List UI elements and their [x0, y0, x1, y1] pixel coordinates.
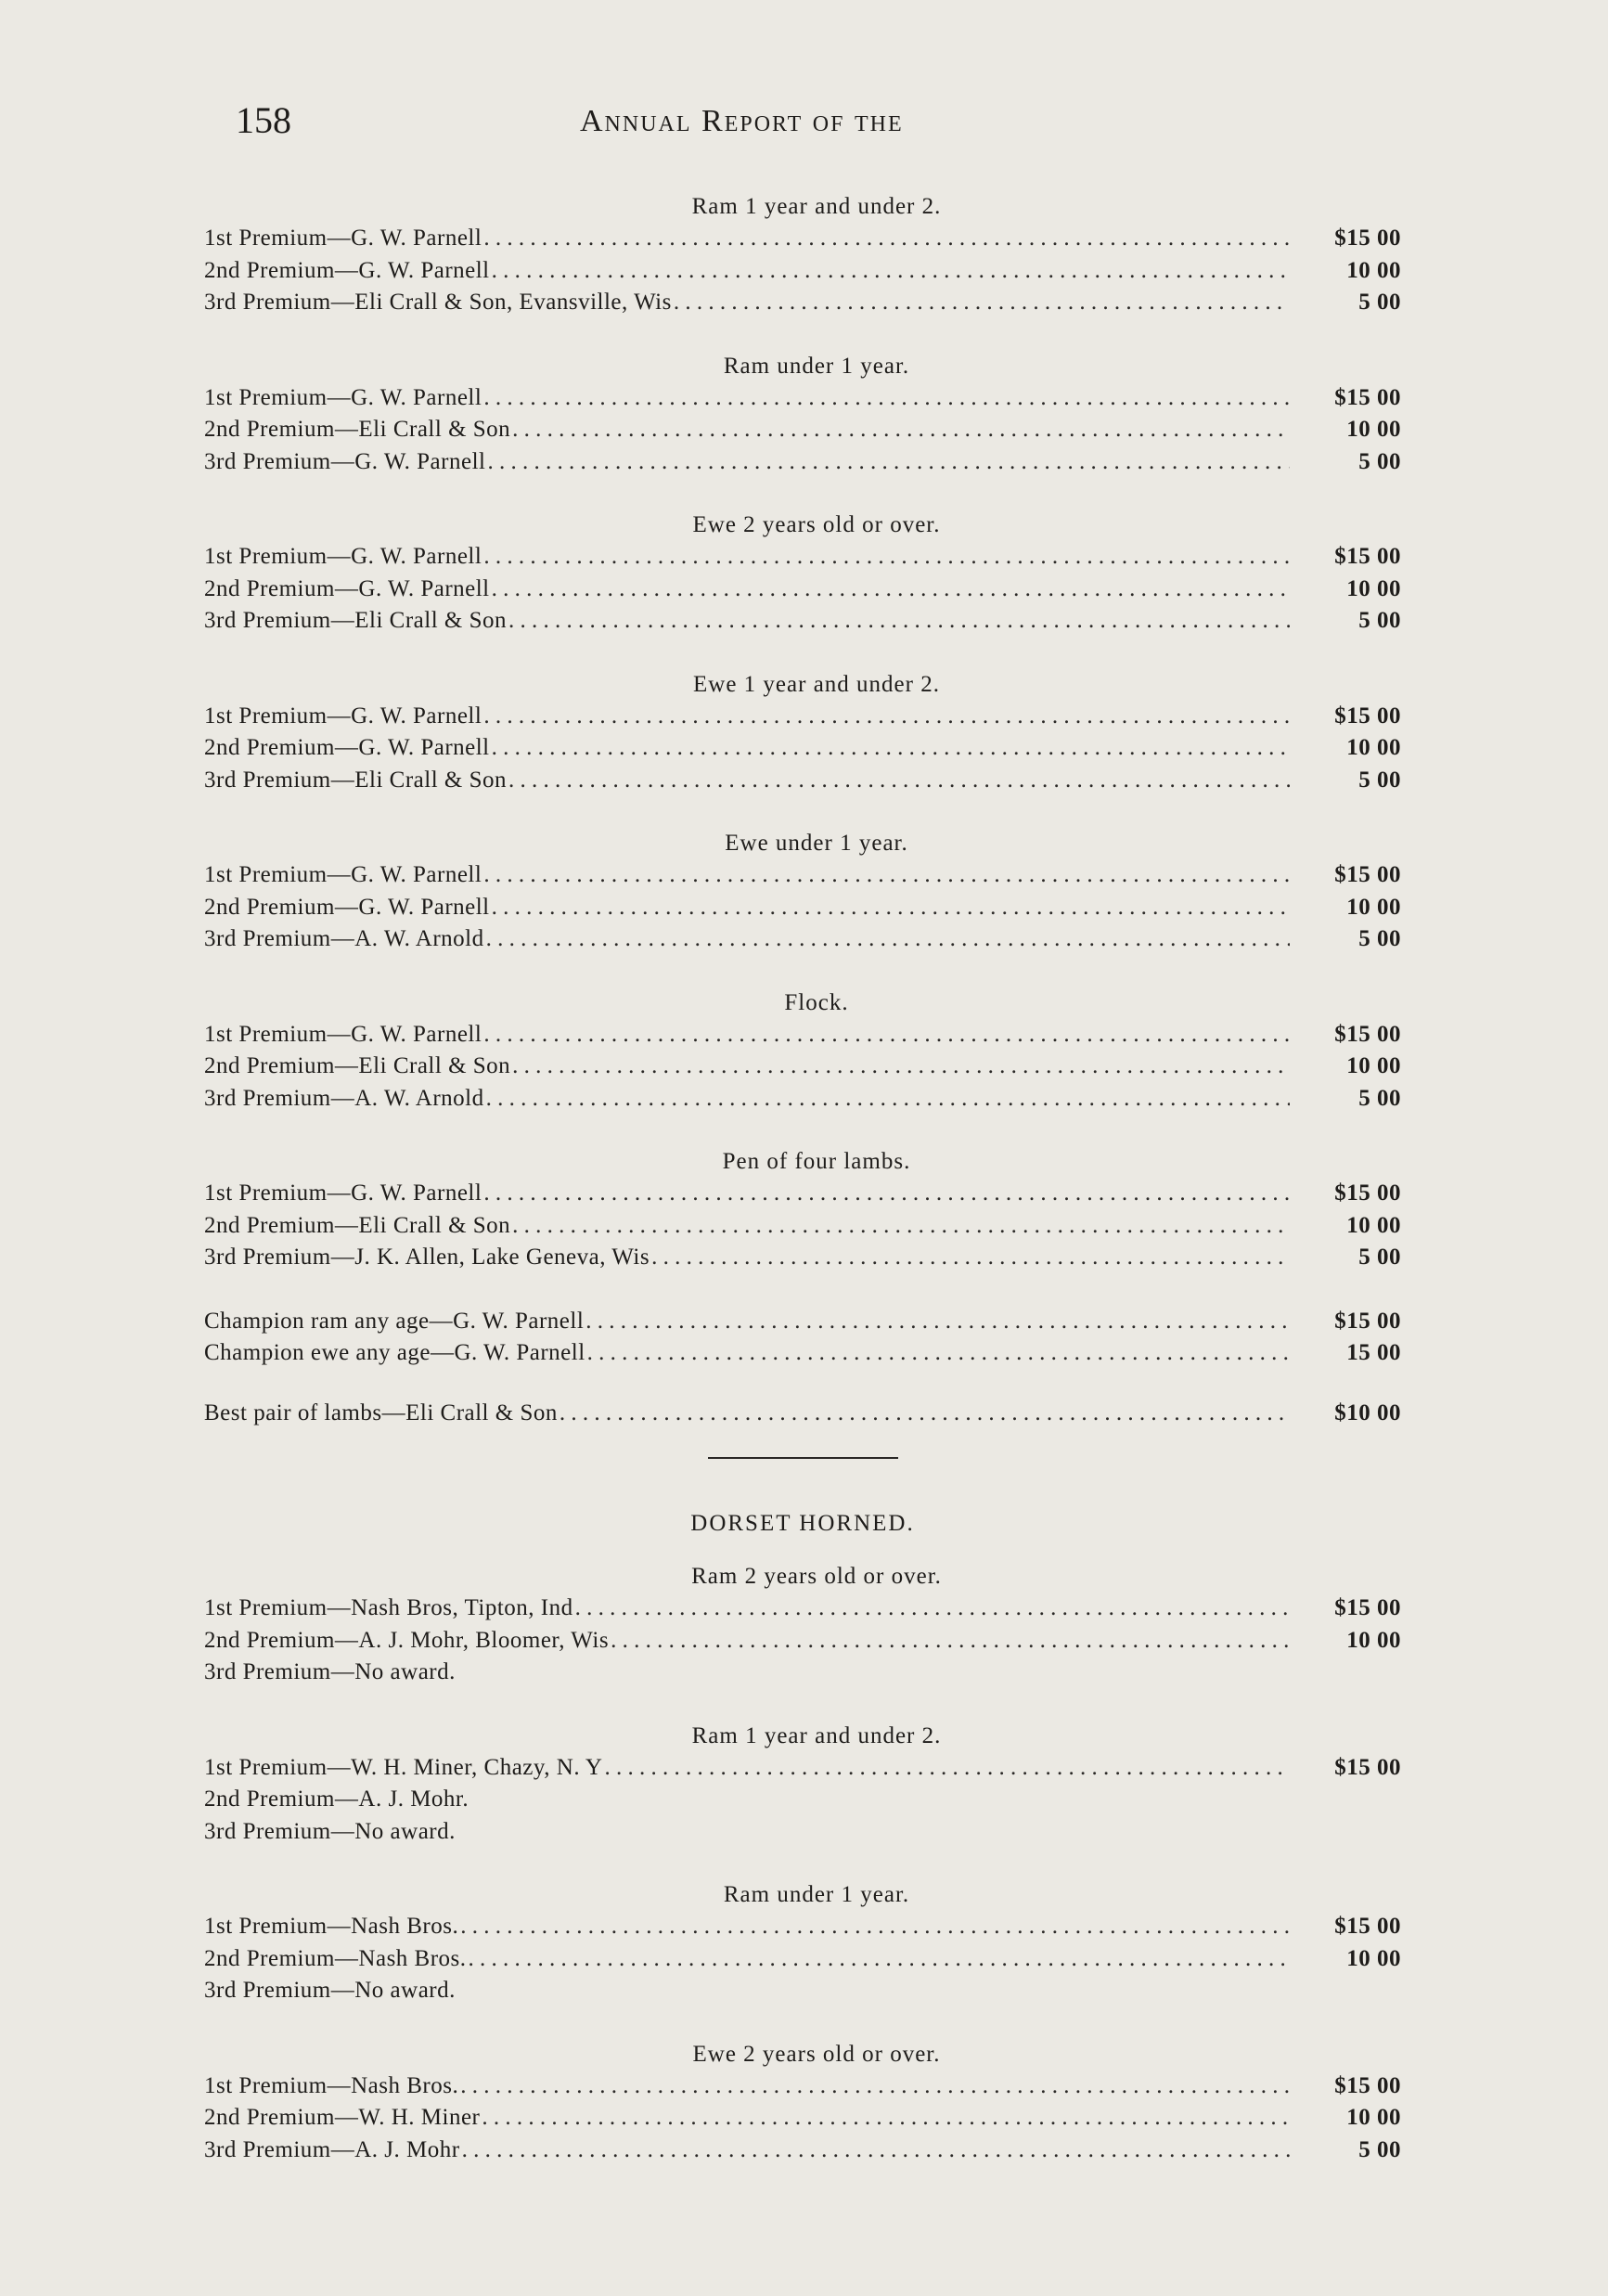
prize-label: 2nd Premium—Eli Crall & Son: [204, 417, 511, 442]
dot-leader: [651, 1242, 1290, 1274]
section-divider: [708, 1457, 898, 1459]
prize-label: Champion ram any age—G. W. Parnell: [204, 1308, 585, 1334]
dot-leader: [512, 1051, 1290, 1083]
prize-label: 1st Premium—G. W. Parnell: [204, 384, 482, 410]
prize-amount: 10 00: [1346, 2105, 1401, 2130]
prize-amount: 10 00: [1346, 894, 1401, 920]
prize-amount: $15 00: [1334, 2072, 1401, 2098]
section-title: Ewe 2 years old or over.: [692, 512, 941, 537]
running-head: Annual Report of the: [580, 104, 904, 138]
prize-label: 1st Premium—G. W. Parnell: [204, 1021, 482, 1047]
prize-row: [204, 1019, 1401, 1051]
premium-section: [204, 510, 1401, 638]
champion-section: [204, 1306, 1401, 1370]
section-title: Flock.: [784, 989, 849, 1015]
dot-leader: [512, 414, 1290, 446]
prize-amount: 5 00: [1358, 767, 1401, 793]
prize-row: [204, 1752, 1401, 1785]
prize-label: 3rd Premium—J. K. Allen, Lake Geneva, Wis: [204, 1245, 650, 1270]
prize-row: [204, 382, 1401, 415]
dot-leader: [575, 1593, 1290, 1625]
premium-section: [204, 191, 1401, 319]
dot-leader: [460, 1911, 1290, 1943]
premium-section: [204, 1721, 1401, 1849]
prize-row: [204, 701, 1401, 733]
prize-amount: 10 00: [1346, 1627, 1401, 1653]
premium-section: [204, 828, 1401, 956]
prize-amount: $15 00: [1334, 1914, 1401, 1939]
prize-amount: 5 00: [1358, 926, 1401, 951]
prize-amount: 5 00: [1358, 1245, 1401, 1270]
dot-leader: [483, 382, 1290, 415]
dorset-premiums: [204, 1561, 1401, 2166]
prize-row: [204, 892, 1401, 924]
prize-row: [204, 223, 1401, 255]
section-title: Ram 1 year and under 2.: [691, 194, 942, 219]
prize-label: 1st Premium—Nash Bros, Tipton, Ind: [204, 1595, 573, 1620]
prize-amount: 10 00: [1346, 575, 1401, 601]
dot-leader: [508, 765, 1290, 797]
dot-leader: [560, 1398, 1290, 1430]
prize-amount: 5 00: [1358, 290, 1401, 315]
prize-row: [204, 1083, 1401, 1116]
dot-leader: [492, 574, 1290, 606]
premium-section: [204, 1561, 1401, 1689]
prize-row: [204, 2135, 1401, 2167]
section-title: Ram under 1 year.: [723, 353, 910, 379]
dot-leader: [483, 701, 1290, 733]
prize-label: 3rd Premium—Eli Crall & Son, Evansville, Wis: [204, 290, 672, 315]
prize-row: [204, 1051, 1401, 1083]
prize-label: 1st Premium—G. W. Parnell: [204, 703, 482, 729]
page-header: [232, 93, 1345, 148]
prize-amount: 5 00: [1358, 608, 1401, 633]
southdown-premiums: [204, 191, 1401, 1274]
section-title: Ewe under 1 year.: [725, 831, 908, 856]
prize-label: 3rd Premium—Eli Crall & Son: [204, 608, 507, 633]
prize-amount: 5 00: [1358, 2136, 1401, 2162]
prize-label: 3rd Premium—A. W. Arnold: [204, 1085, 484, 1111]
prize-row: [204, 1398, 1401, 1430]
dot-leader: [587, 1337, 1290, 1370]
prize-row: [204, 859, 1401, 892]
prize-label: 3rd Premium—Eli Crall & Son: [204, 767, 507, 793]
prize-label: 3rd Premium—No award.: [204, 1659, 456, 1684]
dot-leader: [492, 732, 1290, 765]
prize-label: 2nd Premium—W. H. Miner: [204, 2105, 481, 2130]
prize-label: Champion ewe any age—G. W. Parnell: [204, 1340, 585, 1365]
prize-amount: $15 00: [1334, 1021, 1401, 1047]
prize-label: 2nd Premium—A. J. Mohr.: [204, 1786, 470, 1812]
prize-label: 2nd Premium—G. W. Parnell: [204, 735, 490, 760]
dot-leader: [462, 2135, 1290, 2167]
dot-leader: [469, 1943, 1290, 1976]
prize-row: [204, 446, 1401, 479]
dot-leader: [460, 2070, 1290, 2103]
section-title: Ewe 2 years old or over.: [692, 2041, 941, 2067]
prize-label: 3rd Premium—G. W. Parnell: [204, 448, 486, 474]
dot-leader: [487, 446, 1290, 479]
prize-amount: $15 00: [1334, 1308, 1401, 1334]
prize-row: [204, 1242, 1401, 1274]
dot-leader: [492, 255, 1290, 288]
prize-row: [204, 1337, 1401, 1370]
dot-leader: [486, 923, 1290, 956]
prize-row: [204, 1657, 1401, 1689]
dot-leader: [483, 1178, 1290, 1210]
prize-label: 3rd Premium—No award.: [204, 1818, 456, 1844]
prize-amount: $15 00: [1334, 1595, 1401, 1620]
premium-section: [204, 1879, 1401, 2007]
prize-label: 1st Premium—W. H. Miner, Chazy, N. Y: [204, 1754, 603, 1780]
prize-row: [204, 287, 1401, 319]
premium-section: [204, 669, 1401, 797]
prize-row: [204, 732, 1401, 765]
dot-leader: [482, 2102, 1290, 2135]
prize-row: [204, 1593, 1401, 1625]
dot-leader: [508, 605, 1290, 638]
prize-label: 1st Premium—Nash Bros.: [204, 2072, 459, 2098]
prize-label: 3rd Premium—A. J. Mohr: [204, 2136, 460, 2162]
prize-row: [204, 541, 1401, 574]
prize-amount: 10 00: [1346, 735, 1401, 760]
prize-label: 2nd Premium—G. W. Parnell: [204, 894, 490, 920]
prize-amount: 10 00: [1346, 1212, 1401, 1238]
prize-label: 2nd Premium—G. W. Parnell: [204, 575, 490, 601]
prize-row: [204, 1975, 1401, 2007]
premium-section: [204, 987, 1401, 1116]
prize-label: 3rd Premium—A. W. Arnold: [204, 926, 484, 951]
prize-label: 2nd Premium—A. J. Mohr, Bloomer, Wis: [204, 1627, 610, 1653]
prize-amount: $15 00: [1334, 862, 1401, 887]
page-number: 158: [236, 99, 291, 141]
section-title: Ram under 1 year.: [723, 1882, 910, 1907]
prize-amount: $10 00: [1334, 1400, 1401, 1425]
prize-label: 1st Premium—G. W. Parnell: [204, 226, 482, 251]
section-title: Ewe 1 year and under 2.: [693, 671, 940, 697]
dot-leader: [492, 892, 1290, 924]
prize-label: 1st Premium—G. W. Parnell: [204, 862, 482, 887]
prize-row: [204, 1943, 1401, 1976]
prize-row: [204, 1306, 1401, 1338]
premium-section: [204, 2039, 1401, 2167]
prize-amount: 10 00: [1346, 257, 1401, 283]
section-title: Ram 2 years old or over.: [691, 1564, 942, 1589]
prize-row: [204, 765, 1401, 797]
section-title: Pen of four lambs.: [722, 1149, 911, 1174]
prize-row: [204, 1816, 1401, 1849]
breed-heading: DORSET HORNED.: [690, 1511, 915, 1536]
prize-row: [204, 414, 1401, 446]
prize-row: [204, 2070, 1401, 2103]
prize-amount: 10 00: [1346, 1945, 1401, 1971]
prize-label: 3rd Premium—No award.: [204, 1978, 456, 2003]
prize-amount: 10 00: [1346, 417, 1401, 442]
prize-amount: 5 00: [1358, 1085, 1401, 1111]
prize-row: [204, 1784, 1401, 1816]
prize-amount: 5 00: [1358, 448, 1401, 474]
prize-row: [204, 1210, 1401, 1243]
prize-label: 2nd Premium—Eli Crall & Son: [204, 1053, 511, 1078]
prize-label: 2nd Premium—G. W. Parnell: [204, 257, 490, 283]
prize-label: 1st Premium—Nash Bros.: [204, 1914, 459, 1939]
prize-row: [204, 605, 1401, 638]
dot-leader: [512, 1210, 1290, 1243]
dot-leader: [483, 223, 1290, 255]
prize-row: [204, 923, 1401, 956]
dot-leader: [483, 859, 1290, 892]
prize-amount: 10 00: [1346, 1053, 1401, 1078]
best-pair-section: [204, 1398, 1401, 1430]
dot-leader: [483, 1019, 1290, 1051]
prize-row: [204, 574, 1401, 606]
prize-amount: $15 00: [1334, 703, 1401, 729]
prize-row: [204, 1625, 1401, 1658]
prize-row: [204, 2102, 1401, 2135]
dot-leader: [604, 1752, 1290, 1785]
dot-leader: [483, 541, 1290, 574]
prize-amount: 15 00: [1346, 1340, 1401, 1365]
section-title: Ram 1 year and under 2.: [691, 1722, 942, 1748]
prize-row: [204, 1178, 1401, 1210]
prize-row: [204, 1911, 1401, 1943]
prize-label: 1st Premium—G. W. Parnell: [204, 544, 482, 569]
prize-amount: $15 00: [1334, 384, 1401, 410]
prize-label: 1st Premium—G. W. Parnell: [204, 1180, 482, 1206]
prize-label: 2nd Premium—Eli Crall & Son: [204, 1212, 511, 1238]
prize-label: 2nd Premium—Nash Bros.: [204, 1945, 467, 1971]
prize-amount: $15 00: [1334, 1754, 1401, 1780]
dot-leader: [585, 1306, 1290, 1338]
premium-section: [204, 351, 1401, 479]
prize-amount: $15 00: [1334, 1180, 1401, 1206]
dot-leader: [611, 1625, 1290, 1658]
premium-section: [204, 1146, 1401, 1274]
prize-amount: $15 00: [1334, 226, 1401, 251]
premium-list: [204, 191, 1401, 2198]
prize-amount: $15 00: [1334, 544, 1401, 569]
dot-leader: [674, 287, 1290, 319]
prize-label: Best pair of lambs—Eli Crall & Son: [204, 1400, 558, 1425]
prize-row: [204, 255, 1401, 288]
dot-leader: [486, 1083, 1290, 1116]
